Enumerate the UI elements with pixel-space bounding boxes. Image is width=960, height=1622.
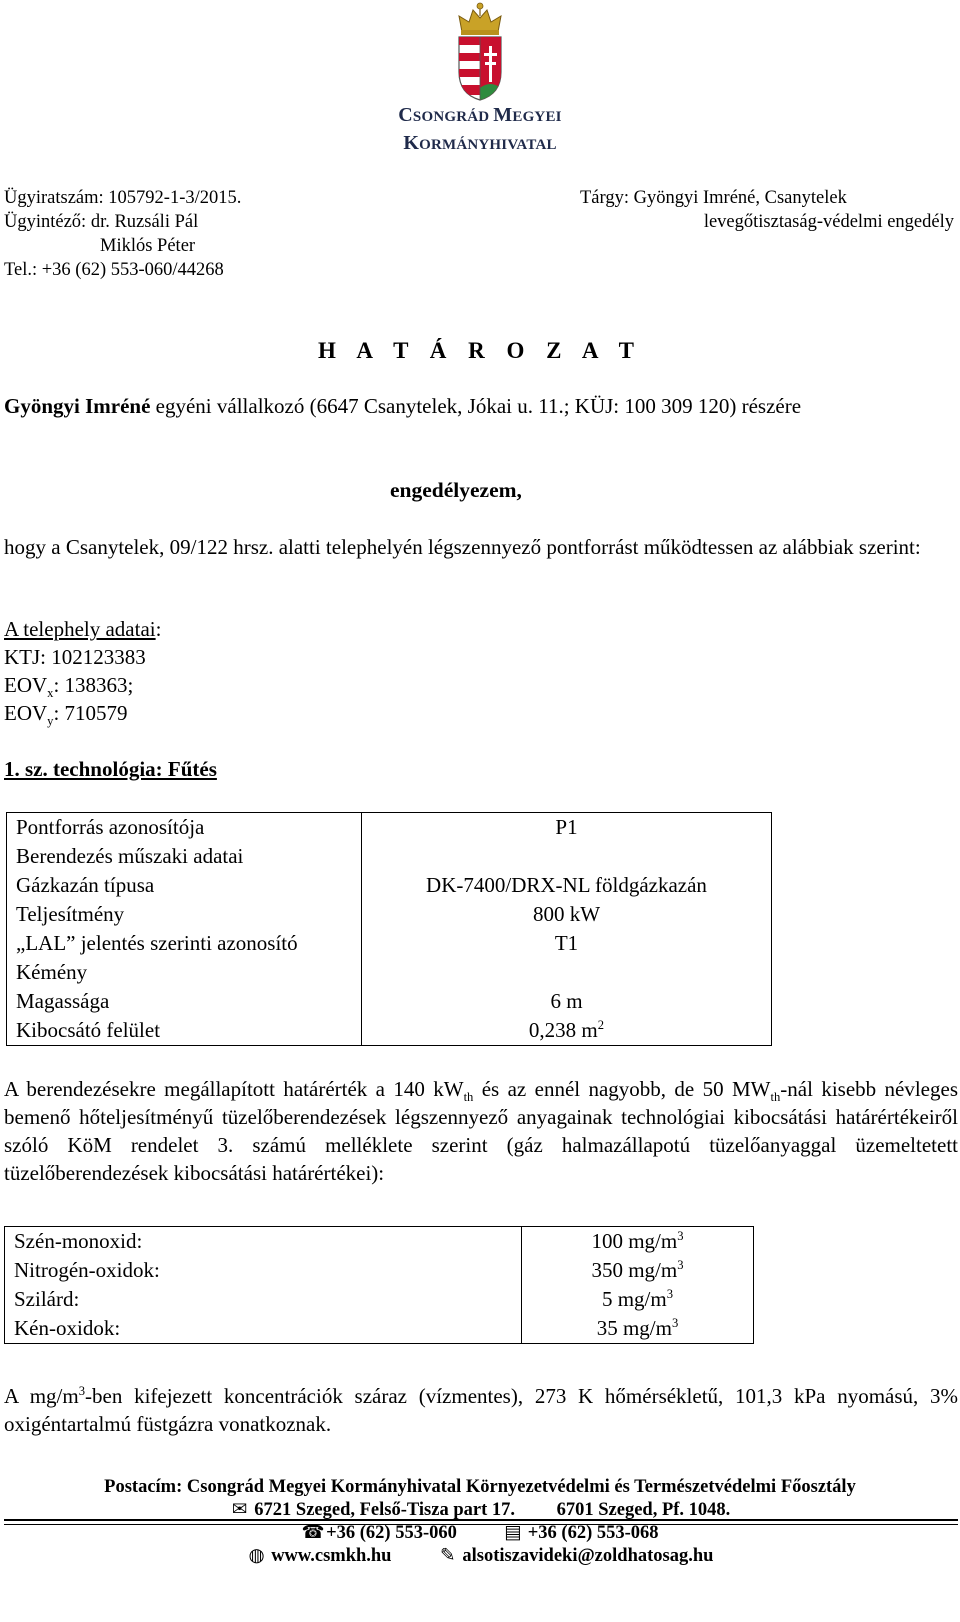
limits-paragraph: A berendezésekre megállapított határérték a 140 $kW_{th}$ és az ennél nagyobb, de 50 $MW_{th}$-nál kisebb névleges bemenő hőteljesítményű tüzelőberendezések légszennyező anyagainak technológiai kibocsátási határértékeiről szóló KöM rendelet 3. számú melléklete szerint (gáz halmazállapotú tüzelőanyaggal üzemeltetett tüzelőberendezések kibocsátási határértékei):	[4, 1077, 958, 1185]
technology-row	[7, 871, 772, 900]
site-eov-x: $EOV_x$: 138363;	[4, 673, 134, 701]
technology-heading: 1. sz. technológia: Fűtés	[4, 757, 217, 781]
technology-row-label: Pontforrás azonosítója	[7, 813, 362, 843]
pollutant-limit: 350 $mg/m^3$	[522, 1256, 754, 1285]
footer-email[interactable]: alsotiszavideki@zoldhatosag.hu	[462, 1546, 714, 1566]
decision-body: hogy a Csanytelek, 09/122 hrsz. alatti telephelyén légszennyező pontforrást működtessen az alábbiak szerint:	[4, 535, 921, 559]
technology-row-value: P1	[362, 813, 772, 843]
technology-row-value: DK-7400/DRX-NL földgázkazán	[362, 871, 772, 900]
emission-limits-table	[4, 1226, 754, 1344]
technology-row-value: 0,238 $m^2$	[362, 1016, 772, 1046]
limit-row	[5, 1227, 754, 1257]
envelope-icon: ✉	[231, 1500, 248, 1520]
footer-postal: Postacím: Csongrád Megyei Kormányhivatal Környezetvédelmi és Természetvédelmi Főosztály	[104, 1477, 856, 1497]
recipient-name: Gyöngyi Imréné	[4, 394, 151, 418]
footer-address: ✉ 6721 Szeged, Felső-Tisza part 17. 6701 Szeged, Pf. 1048.	[0, 1499, 960, 1523]
technology-row-value	[362, 842, 772, 871]
document-title: H A T Á R O Z A T	[318, 338, 642, 363]
concentration-note: A $mg/m^3$-ben kifejezett koncentrációk száraz (vízmentes), 273 K hőmérsékletű, 101,3 kPa nyomású, 3% oxigéntartalmú füstgázra vonatkoznak.	[4, 1384, 958, 1436]
pollutant-name: Kén-oxidok:	[5, 1314, 522, 1344]
agency-name-line1: CSONGRÁD MEGYEI	[398, 104, 562, 126]
site-heading: A telephely adatai:	[4, 617, 162, 641]
technology-row	[7, 987, 772, 1016]
fax-icon: ▤	[504, 1523, 522, 1543]
footer-phone: ☎ +36 (62) 553-060 ▤ +36 (62) 553-068	[0, 1522, 960, 1546]
email-icon: ✎	[439, 1546, 456, 1566]
technology-row	[7, 813, 772, 843]
technology-row-label: Kémény	[7, 958, 362, 987]
technology-row	[7, 958, 772, 987]
technology-row-label: Gázkazán típusa	[7, 871, 362, 900]
technology-row	[7, 842, 772, 871]
technology-row-value: 6 m	[362, 987, 772, 1016]
recipient-details: egyéni vállalkozó (6647 Csanytelek, Jókai u. 11.; KÜJ: 100 309 120) részére	[150, 394, 802, 418]
limit-row	[5, 1314, 754, 1344]
subject-line2: levegőtisztaság-védelmi engedély	[703, 212, 954, 232]
technology-row-label: „LAL” jelentés szerinti azonosító	[7, 929, 362, 958]
technology-row	[7, 900, 772, 929]
pollutant-limit: 100 $mg/m^3$	[522, 1227, 754, 1257]
phone-icon: ☎	[301, 1523, 325, 1543]
globe-icon: ◍	[248, 1546, 265, 1566]
coat-of-arms-icon	[453, 2, 507, 102]
pollutant-limit: 5 $mg/m^3$	[522, 1285, 754, 1314]
phone-number: Tel.: +36 (62) 553-060/44268	[4, 260, 224, 280]
technology-row-label: Kibocsátó felület	[7, 1016, 362, 1046]
footer-contact	[0, 1545, 960, 1569]
subject-line1: Tárgy: Gyöngyi Imréné, Csanytelek	[580, 188, 847, 208]
technology-row-label: Magassága	[7, 987, 362, 1016]
pollutant-name: Szén-monoxid:	[5, 1227, 522, 1257]
officer-line2: Miklós Péter	[100, 236, 196, 256]
decision-verb: engedélyezem,	[390, 478, 522, 502]
agency-name-line2: KORMÁNYHIVATAL	[403, 132, 557, 154]
footer-website[interactable]: www.csmkh.hu	[271, 1546, 392, 1566]
limit-row	[5, 1285, 754, 1314]
technology-row	[7, 1016, 772, 1046]
technology-row-label: Teljesítmény	[7, 900, 362, 929]
pollutant-limit: 35 $mg/m^3$	[522, 1314, 754, 1344]
site-eov-y: $EOV_y$: 710579	[4, 701, 128, 729]
limit-row	[5, 1256, 754, 1285]
site-ktj: KTJ: 102123383	[4, 645, 146, 669]
technology-table	[6, 812, 772, 1046]
technology-row	[7, 929, 772, 958]
technology-row-value: 800 kW	[362, 900, 772, 929]
pollutant-name: Nitrogén-oxidok:	[5, 1256, 522, 1285]
officer-line1: Ügyintéző: dr. Ruzsáli Pál	[4, 212, 199, 232]
case-number: Ügyiratszám: 105792-1-3/2015.	[4, 188, 242, 208]
pollutant-name: Szilárd:	[5, 1285, 522, 1314]
technology-row-value	[362, 958, 772, 987]
technology-row-label: Berendezés műszaki adatai	[7, 842, 362, 871]
recipient-paragraph	[4, 392, 958, 420]
technology-row-value: T1	[362, 929, 772, 958]
